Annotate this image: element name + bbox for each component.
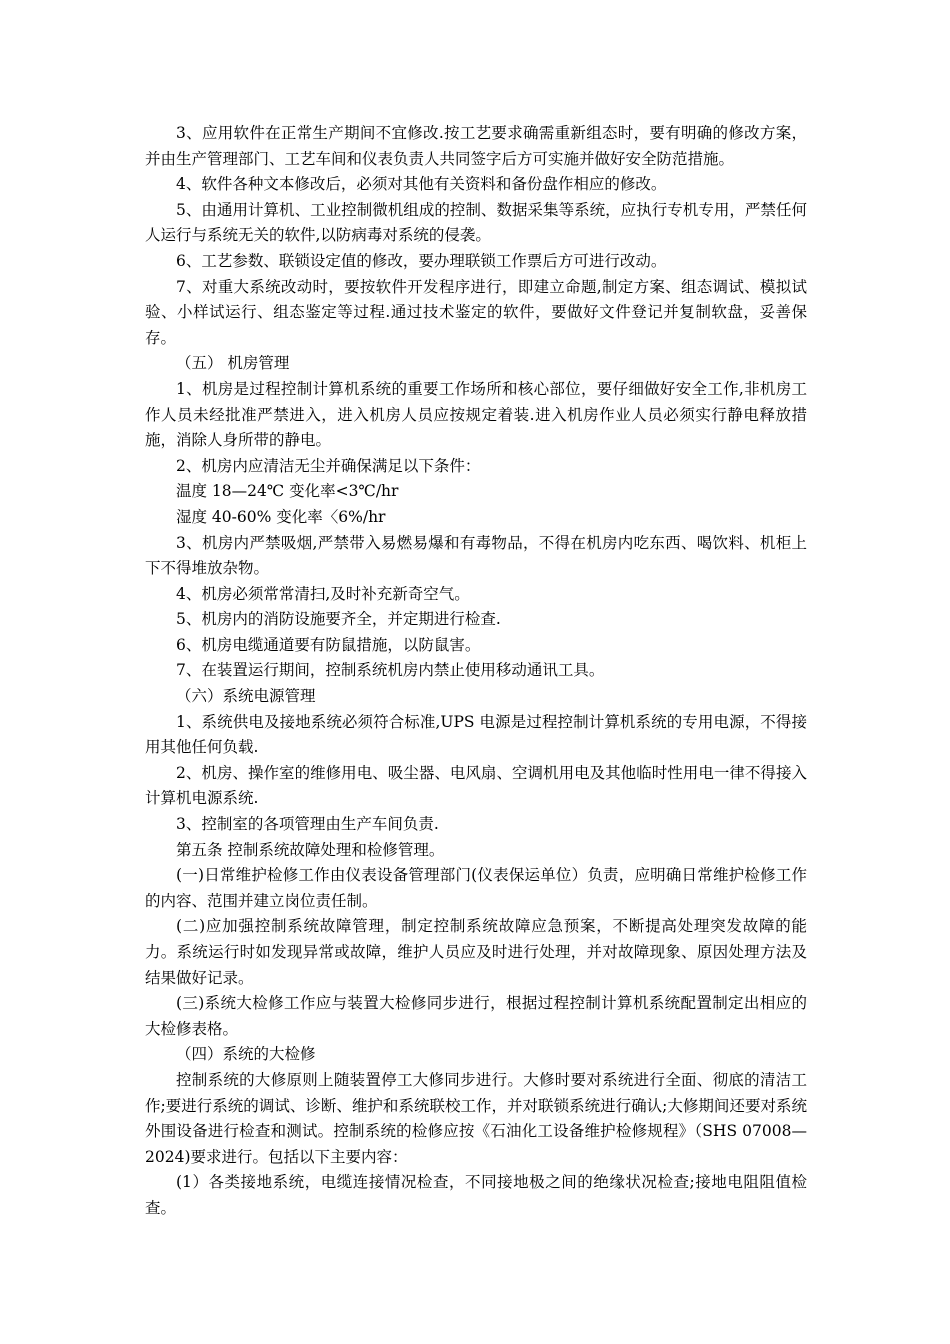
paragraph-software-modification: 3、应用软件在正常生产期间不宜修改.按工艺要求确需重新组态时，要有明确的修改方案，并由生产管理部门、工艺车间和仪表负责人共同签字后方可实施并做好安全防范措施。	[145, 124, 807, 168]
paragraph-humidity: 湿度 40-60% 变化率〈6%/hr	[176, 507, 386, 526]
paragraph-no-smoking: 3、机房内严禁吸烟,严禁带入易燃易爆和有毒物品，不得在机房内吃东西、喝饮料、机柜上下不得堆放杂物。	[145, 533, 807, 578]
paragraph-overhaul-principle: 控制系统的大修原则上随装置停工大修同步进行。大修时要对系统进行全面、彻底的清洁工作;要进行系统的调试、诊断、维护和系统联校工作，并对联锁系统进行确认;大修期间还要对系统外围设备进行检查和测试。控制系统的检修应按《石油化工设备维护检修规程》（SHS 07008—2024)要求进行。包括以下主要内容：	[145, 1070, 807, 1166]
section-heading-machine-room: （五） 机房管理	[176, 354, 290, 373]
paragraph-temperature: 温度 18—24℃ 变化率<3℃/hr	[176, 482, 399, 501]
paragraph-daily-maintenance: (一)日常维护检修工作由仪表设备管理部门(仪表保运单位）负责，应明确日常维护检修工作的内容、范围并建立岗位责任制。	[145, 866, 807, 910]
section-heading-power-management: （六）系统电源管理	[176, 687, 316, 706]
paragraph-dedicated-machine: 5、由通用计算机、工业控制微机组成的控制、数据采集等系统，应执行专机专用，严禁任何人运行与系统无关的软件,以防病毒对系统的侵袭。	[145, 200, 807, 245]
document-body	[145, 121, 807, 1222]
paragraph-control-room-management: 3、控制室的各项管理由生产车间负责.	[176, 815, 439, 834]
paragraph-machine-room-conditions: 2、机房内应清洁无尘并确保满足以下条件：	[176, 456, 481, 475]
paragraph-fire-protection: 5、机房内的消防设施要齐全，并定期进行检查.	[176, 610, 501, 629]
paragraph-major-overhaul-sync: (三)系统大检修工作应与装置大检修同步进行，根据过程控制计算机系统配置制定出相应的大检修表格。	[145, 994, 807, 1038]
paragraph-grounding-check: (1）各类接地系统，电缆连接情况检查，不同接地极之间的绝缘状况检查;接地电阻阻值检查。	[145, 1173, 807, 1217]
paragraph-rodent-protection: 6、机房电缆通道要有防鼠措施，以防鼠害。	[176, 635, 481, 654]
paragraph-temporary-power: 2、机房、操作室的维修用电、吸尘器、电风扇、空调机用电及其他临时性用电一律不得接入计算机电源系统.	[145, 763, 807, 808]
paragraph-fault-management: (二)应加强控制系统故障管理，制定控制系统故障应急预案，不断提高处理突发故障的能力。系统运行时如发现异常或故障，维护人员应及时进行处理，并对故障现象、原因处理方法及结果做好记录。	[145, 917, 807, 987]
paragraph-parameter-change: 6、工艺参数、联锁设定值的修改，要办理联锁工作票后方可进行改动。	[176, 251, 667, 270]
paragraph-machine-room-security: 1、机房是过程控制计算机系统的重要工作场所和核心部位，要仔细做好安全工作,非机房工作人员未经批准严禁进入，进入机房人员应按规定着装.进入机房作业人员必须实行静电释放措施，消除人身所带的静电。	[145, 379, 807, 450]
paragraph-major-change: 7、对重大系统改动时，要按软件开发程序进行，即建立命题,制定方案、组态调试、模拟试验、小样试运行、组态鉴定等过程.通过技术鉴定的软件，要做好文件登记并复制软盘，妥善保存。	[145, 277, 807, 347]
paragraph-no-mobile: 7、在装置运行期间，控制系统机房内禁止使用移动通讯工具。	[176, 661, 605, 680]
article-heading-five: 第五条 控制系统故障处理和检修管理。	[176, 840, 445, 859]
paragraph-ups-power: 1、系统供电及接地系统必须符合标准,UPS 电源是过程控制计算机系统的专用电源，不得接用其他任何负载.	[145, 712, 807, 757]
paragraph-cleaning: 4、机房必须常常清扫,及时补充新奇空气。	[176, 584, 470, 603]
section-heading-major-overhaul: （四）系统的大检修	[176, 1045, 316, 1064]
paragraph-document-update: 4、软件各种文本修改后，必须对其他有关资料和备份盘作相应的修改。	[176, 175, 667, 194]
